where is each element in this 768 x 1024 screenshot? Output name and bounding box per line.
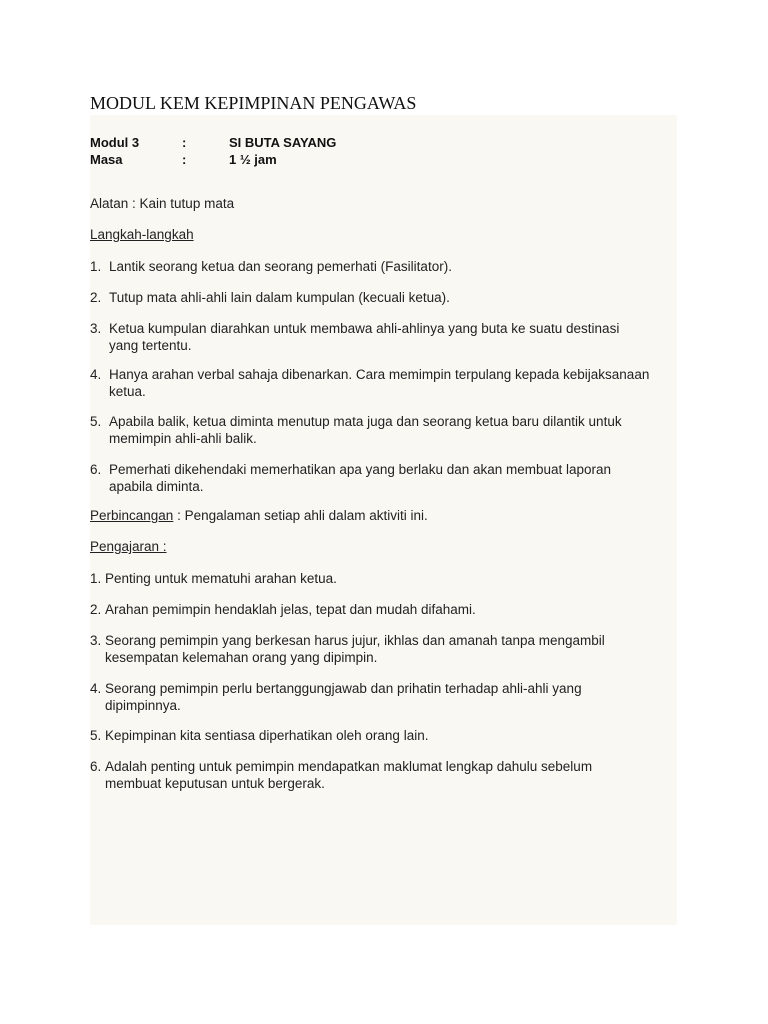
pengajaran-item xyxy=(90,680,650,714)
alatan-line: Alatan : Kain tutup mata xyxy=(90,196,235,211)
langkah-item xyxy=(90,366,650,400)
meta-key: Masa xyxy=(90,152,123,167)
item-number: 2. xyxy=(90,602,102,617)
meta-value: SI BUTA SAYANG xyxy=(229,135,337,150)
langkah-heading: Langkah-langkah xyxy=(90,227,194,242)
item-text: Penting untuk mematuhi arahan ketua. xyxy=(105,571,337,586)
item-number: 5. xyxy=(90,414,102,429)
pengajaran-item xyxy=(90,632,650,666)
item-number: 1. xyxy=(90,571,102,586)
item-number: 3. xyxy=(90,321,102,336)
item-text: Kepimpinan kita sentiasa diperhatikan oleh orang lain. xyxy=(105,728,429,743)
pengajaran-heading: Pengajaran : xyxy=(90,539,167,554)
item-text: Adalah penting untuk pemimpin mendapatkan maklumat lengkap dahulu sebelum membuat keputusan untuk bergerak. xyxy=(105,759,593,791)
langkah-item xyxy=(90,289,650,306)
item-number: 2. xyxy=(90,290,102,305)
item-text: Seorang pemimpin yang berkesan harus jujur, ikhlas dan amanah tanpa mengambil kesempatan kelemahan orang yang dipimpin. xyxy=(105,633,605,665)
item-text: Tutup mata ahli-ahli lain dalam kumpulan (kecuali ketua). xyxy=(109,290,450,305)
pengajaran-item xyxy=(90,727,650,744)
item-text: Pemerhati dikehendaki memerhatikan apa yang berlaku dan akan membuat laporan apabila diminta. xyxy=(109,462,612,494)
langkah-item xyxy=(90,461,650,495)
item-number: 4. xyxy=(90,681,102,696)
meta-key: Modul 3 xyxy=(90,135,140,150)
perbincangan-line xyxy=(90,508,428,523)
pengajaran-item xyxy=(90,570,650,587)
item-text: Hanya arahan verbal sahaja dibenarkan. Cara memimpin terpulang kepada kebijaksanaan ketua. xyxy=(109,367,650,399)
item-number: 3. xyxy=(90,633,102,648)
meta-value: 1 ½ jam xyxy=(229,152,277,167)
item-number: 5. xyxy=(90,728,102,743)
item-number: 4. xyxy=(90,367,102,382)
item-number: 6. xyxy=(90,759,102,774)
pengajaran-item xyxy=(90,601,650,618)
document-title: MODUL KEM KEPIMPINAN PENGAWAS xyxy=(90,93,417,113)
langkah-item xyxy=(90,413,650,447)
pengajaran-item xyxy=(90,758,650,792)
item-text: Arahan pemimpin hendaklah jelas, tepat dan mudah difahami. xyxy=(105,602,476,617)
perbincangan-text: : Pengalaman setiap ahli dalam aktiviti ini. xyxy=(173,508,428,523)
item-number: 1. xyxy=(90,259,102,274)
item-text: Lantik seorang ketua dan seorang pemerhati (Fasilitator). xyxy=(109,259,452,274)
meta-separator: : xyxy=(182,135,187,150)
meta-separator: : xyxy=(182,152,187,167)
item-text: Ketua kumpulan diarahkan untuk membawa ahli-ahlinya yang buta ke suatu destinasi yang tertentu. xyxy=(109,321,620,353)
langkah-item xyxy=(90,258,650,275)
item-number: 6. xyxy=(90,462,102,477)
perbincangan-label: Perbincangan xyxy=(90,508,174,523)
item-text: Seorang pemimpin perlu bertanggungjawab dan prihatin terhadap ahli-ahli yang dipimpinnya. xyxy=(105,681,582,713)
langkah-item xyxy=(90,320,650,354)
item-text: Apabila balik, ketua diminta menutup mata juga dan seorang ketua baru dilantik untuk memimpin ahli-ahli balik. xyxy=(109,414,622,446)
